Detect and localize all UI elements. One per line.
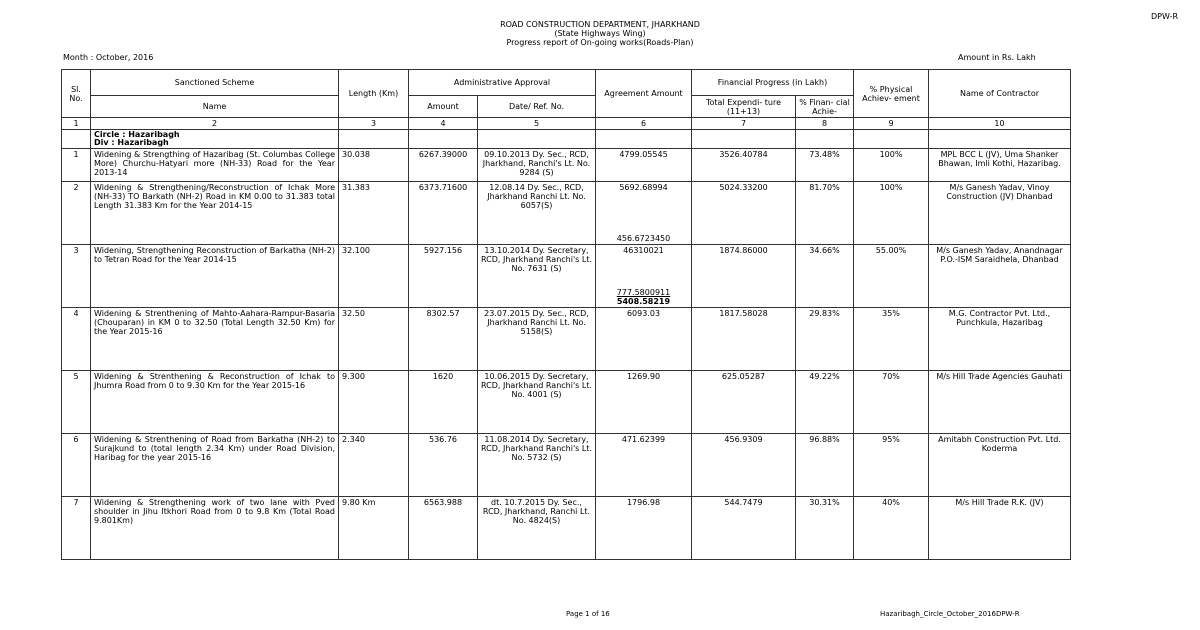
report-month: Month : October, 2016 [63, 53, 154, 62]
row-contractor: M.G. Contractor Pvt. Ltd., Punchkula, Hazaribag [929, 308, 1071, 371]
report-subtitle: (State Highways Wing) [554, 29, 646, 38]
col-contractor-header: Name of Contractor [929, 70, 1071, 118]
table-row [62, 497, 1071, 560]
agreement-amount: 5692.68994 [619, 183, 668, 192]
row-contractor: M/s Hill Trade R.K. (JV) [929, 497, 1071, 560]
row-total-exp: 625.05287 [692, 371, 796, 434]
agreement-extra: 456.6723450 [616, 234, 671, 243]
row-total-exp: 544.7479 [692, 497, 796, 560]
progress-table [61, 69, 1071, 560]
row-length: 32.50 [339, 308, 409, 371]
row-sl: 6 [62, 434, 91, 497]
col-agreement-header: Agreement Amount [596, 70, 692, 118]
row-pct-fin: 30.31% [796, 497, 854, 560]
circle-label: Circle : Hazaribagh [94, 130, 180, 139]
col-amount-header: Amount [409, 96, 478, 118]
report-title: ROAD CONSTRUCTION DEPARTMENT, JHARKHAND [500, 20, 700, 29]
col-number: 6 [596, 118, 692, 130]
row-sl: 3 [62, 245, 91, 308]
row-amount: 5927.156 [409, 245, 478, 308]
row-pct-phys: 100% [854, 182, 929, 245]
row-pct-phys: 70% [854, 371, 929, 434]
page-number: Page 1 of 16 [566, 610, 610, 618]
row-name: Widening & Strenthening of Road from Barkatha (NH-2) to Surajkund to (total length 2.34 Km) under Road Division, Haribag for the year 2015-16 [91, 434, 339, 497]
col-number: 9 [854, 118, 929, 130]
row-name: Widening & Strenthening of Mahto-Aahara-Rampur-Basaria (Chouparan) in KM 0 to 32.50 (Total Length 32.50 Km) for the Year 2015-16 [91, 308, 339, 371]
row-pct-fin: 34.66% [796, 245, 854, 308]
col-name-header: Name [91, 96, 339, 118]
table-row [62, 308, 1071, 371]
row-date: 23.07.2015 Dy. Sec., RCD, Jharkhand Ranchi Lt. No. 5158(S) [478, 308, 596, 371]
table-row [62, 245, 1071, 308]
row-total-exp: 1874.86000 [692, 245, 796, 308]
column-number-row [62, 118, 1071, 130]
col-number: 3 [339, 118, 409, 130]
row-name: Widening, Strengthening Reconstruction of Barkatha (NH-2) to Tetran Road for the Year 2014-15 [91, 245, 339, 308]
row-sl: 1 [62, 149, 91, 182]
table-row [62, 371, 1071, 434]
col-length-header: Length (Km) [339, 70, 409, 118]
row-agreement: 1269.90 [596, 371, 692, 434]
col-number: 1 [62, 118, 91, 130]
row-pct-fin: 73.48% [796, 149, 854, 182]
row-total-exp: 1817.58028 [692, 308, 796, 371]
row-date: 11.08.2014 Dy. Secretary, RCD, Jharkhand Ranchi's Lt. No. 5732 (S) [478, 434, 596, 497]
col-number: 4 [409, 118, 478, 130]
row-agreement: 6093.03 [596, 308, 692, 371]
row-date: 13.10.2014 Dy. Secretary, RCD, Jharkhand Ranchi's Lt. No. 7631 (S) [478, 245, 596, 308]
col-number: 5 [478, 118, 596, 130]
row-pct-phys: 35% [854, 308, 929, 371]
row-sl: 2 [62, 182, 91, 245]
row-total-exp: 3526.40784 [692, 149, 796, 182]
row-amount: 1620 [409, 371, 478, 434]
doc-code: DPW-R [1150, 12, 1178, 21]
row-name: Widening & Strengthing of Hazaribag (St. Columbas College More) Churchu-Hatyari more (NH-33) Road for the Year 2013-14 [91, 149, 339, 182]
row-contractor: M/s Hill Trade Agencies Gauhati [929, 371, 1071, 434]
division-label: Div : Hazaribagh [94, 138, 169, 147]
col-fin-progress-header: Financial Progress (in Lakh) [692, 70, 854, 96]
row-date: 09.10.2013 Dy. Sec., RCD, Jharkhand, Ranchi's Lt. No. 9284 (S) [478, 149, 596, 182]
row-amount: 6563.988 [409, 497, 478, 560]
col-number: 2 [91, 118, 339, 130]
row-length: 30.038 [339, 149, 409, 182]
row-pct-fin: 81.70% [796, 182, 854, 245]
agreement-total: 5408.58219 [616, 297, 671, 306]
row-agreement: 4799.05545 [596, 149, 692, 182]
row-contractor: MPL BCC L (JV), Uma Shanker Bhawan, Imli Kothi, Hazaribag. [929, 149, 1071, 182]
row-name: Widening & Strenthening & Reconstruction of Ichak to Jhumra Road from 0 to 9.30 Km for the Year 2015-16 [91, 371, 339, 434]
row-total-exp: 5024.33200 [692, 182, 796, 245]
col-date-header: Date/ Ref. No. [478, 96, 596, 118]
table-row [62, 182, 1071, 245]
row-agreement: 471.62399 [596, 434, 692, 497]
row-pct-phys: 95% [854, 434, 929, 497]
col-total-exp-header: Total Expendi- ture (11+13) [692, 96, 796, 118]
col-admin-header: Administrative Approval [409, 70, 596, 96]
row-agreement [596, 245, 692, 308]
row-sl: 4 [62, 308, 91, 371]
row-sl: 7 [62, 497, 91, 560]
row-date: dt. 10.7.2015 Dy. Sec., RCD, Jharkhand, Ranchi Lt. No. 4824(S) [478, 497, 596, 560]
row-name: Widening & Strengthening/Reconstruction of Ichak More (NH-33) TO Barkath (NH-2) Road in KM 0.00 to 31.383 total Length 31.383 Km for the Year 2014-15 [91, 182, 339, 245]
row-pct-phys: 100% [854, 149, 929, 182]
row-contractor: M/s Ganesh Yadav, Vinoy Construction (JV) Dhanbad [929, 182, 1071, 245]
row-amount: 8302.57 [409, 308, 478, 371]
row-sl: 5 [62, 371, 91, 434]
col-sanctioned-header: Sanctioned Scheme [91, 70, 339, 96]
row-amount: 6267.39000 [409, 149, 478, 182]
row-contractor: M/s Ganesh Yadav, Anandnagar P.O.-ISM Saraidhela, Dhanbad [929, 245, 1071, 308]
row-pct-fin: 49.22% [796, 371, 854, 434]
amount-unit: Amount in Rs. Lakh [958, 53, 1036, 62]
report-name: Progress report of On-going works(Roads-Plan) [506, 38, 694, 47]
row-amount: 6373.71600 [409, 182, 478, 245]
col-number: 10 [929, 118, 1071, 130]
row-length: 32.100 [339, 245, 409, 308]
row-contractor: Amitabh Construction Pvt. Ltd. Koderma [929, 434, 1071, 497]
row-amount: 536.76 [409, 434, 478, 497]
row-length: 2.340 [339, 434, 409, 497]
col-pct-fin-header: % Finan- cial Achie- [796, 96, 854, 118]
row-length: 9.80 Km [339, 497, 409, 560]
row-total-exp: 456.9309 [692, 434, 796, 497]
table-row [62, 149, 1071, 182]
agreement-extra: 777.5800911 [616, 288, 671, 297]
row-pct-fin: 29.83% [796, 308, 854, 371]
row-pct-fin: 96.88% [796, 434, 854, 497]
row-pct-phys: 40% [854, 497, 929, 560]
row-date: 12.08.14 Dy. Sec., RCD, Jharkhand Ranchi Lt. No. 6057(S) [478, 182, 596, 245]
row-date: 10.06.2015 Dy. Secretary, RCD, Jharkhand Ranchi's Lt. No. 4001 (S) [478, 371, 596, 434]
col-number: 7 [692, 118, 796, 130]
col-number: 8 [796, 118, 854, 130]
col-sl-header: Sl. No. [62, 70, 91, 118]
row-pct-phys: 55.00% [854, 245, 929, 308]
col-physical-header: % Physical Achiev- ement [854, 70, 929, 118]
row-name: Widening & Strengthening work of two lane with Pved shoulder in Jihu Itkhori Road from 0 to 9.8 Km (Total Road 9.801Km) [91, 497, 339, 560]
agreement-amount: 46310021 [623, 246, 664, 255]
row-agreement: 1796.98 [596, 497, 692, 560]
row-length: 9.300 [339, 371, 409, 434]
row-agreement [596, 182, 692, 245]
row-length: 31.383 [339, 182, 409, 245]
file-name: Hazaribagh_Circle_October_2016DPW-R [880, 610, 1020, 618]
table-row [62, 434, 1071, 497]
